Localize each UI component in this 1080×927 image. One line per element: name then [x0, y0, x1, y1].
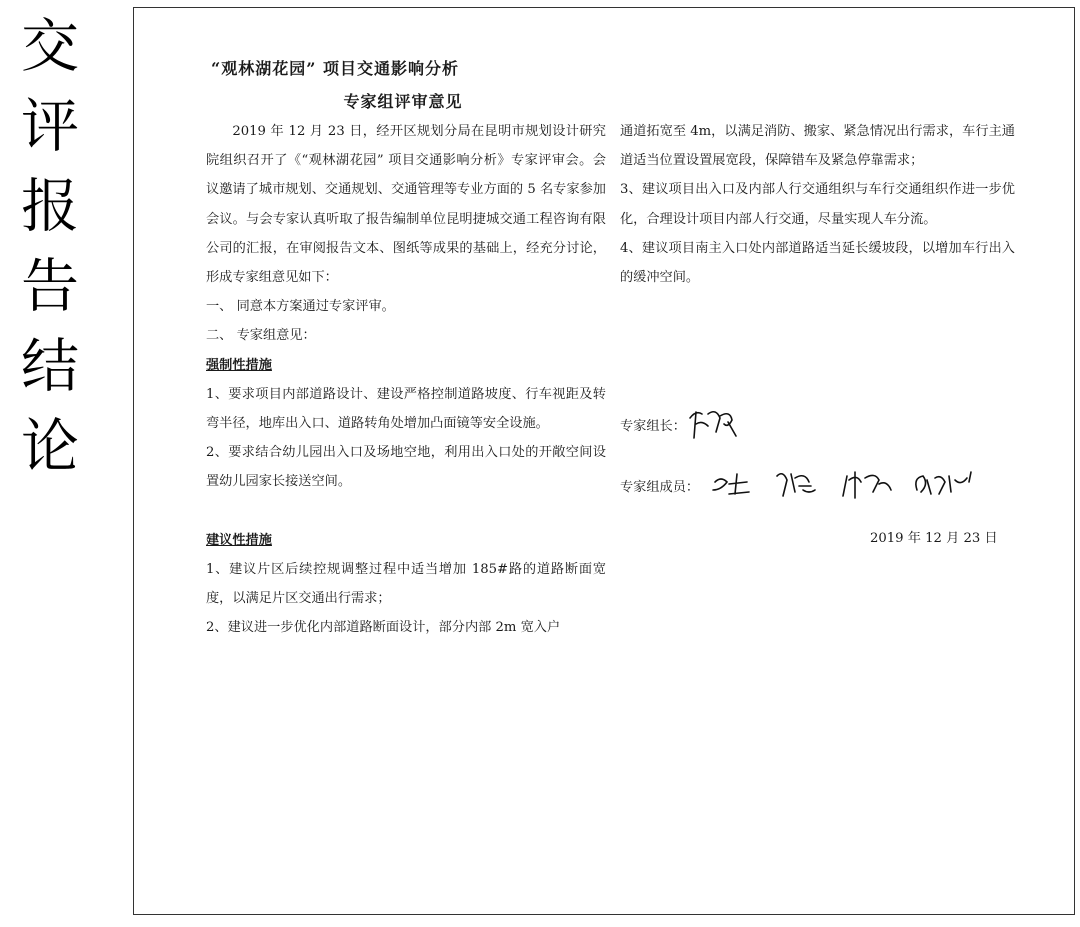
mandatory-heading: 强制性措施 [206, 357, 272, 373]
side-title [0, 6, 100, 486]
left-column [206, 117, 606, 642]
advisory-item: 1、建议片区后续控规调整过程中适当增加 185#路的道路断面宽度，以满足片区交通出行需求； [206, 561, 606, 607]
leader-signature-row [620, 404, 746, 444]
member-signatures [699, 464, 999, 506]
side-title-char: 评 [20, 92, 79, 160]
advisory-item: 3、建议项目出入口及内部人行交通组织与车行交通组织作进一步优化，合理设计项目内部人行交通，尽量实现人车分流。 [620, 182, 1015, 227]
members-signature-row [620, 464, 999, 506]
members-label: 专家组成员： [620, 479, 700, 495]
mandatory-item: 1、要求项目内部道路设计、建设严格控制道路坡度、行车视距及转弯半径，地库出入口、道路转角处增加凸面镜等安全设施。 [206, 386, 606, 432]
side-title-char: 结 [20, 332, 79, 400]
mandatory-item: 2、要求结合幼儿园出入口及场地空地，利用出入口处的开敞空间设置幼儿园家长接送空间。 [206, 445, 606, 490]
side-title-char: 告 [20, 252, 79, 320]
side-title-char: 论 [20, 412, 79, 480]
spacer [206, 497, 606, 526]
advisory-item-continued: 通道拓宽至 4m，以满足消防、搬家、紧急情况出行需求，车行主通道适当位置设置展宽段，保障错车及紧急停靠需求； [620, 124, 1015, 169]
opinion-item-1: 一、 同意本方案通过专家评审。 [206, 299, 395, 315]
opinion-item-2: 二、 专家组意见： [206, 328, 316, 344]
advisory-item: 4、建议项目南主入口处内部道路适当延长缓坡段，以增加车行出入的缓冲空间。 [620, 240, 1015, 286]
side-title-char: 交 [20, 12, 79, 80]
document-date: 2019 年 12 月 23 日 [870, 531, 998, 546]
advisory-item: 2、建议进一步优化内部道路断面设计，部分内部 2m 宽入户 [206, 620, 561, 636]
document-subtitle: 专家组评审意见 [343, 92, 463, 111]
advisory-heading: 建议性措施 [206, 532, 272, 548]
document-title: “观林湖花园” 项目交通影响分析 [211, 59, 459, 78]
side-title-char: 报 [20, 172, 79, 240]
leader-signature [686, 404, 746, 444]
right-column [620, 117, 1015, 292]
intro-paragraph: 2019 年 12 月 23 日，经开区规划分局在昆明市规划设计研究院组织召开了《“观林湖花园” 项目交通影响分析》专家评审会。会议邀请了城市规划、交通规划、交通管理等专业方面的 5 名专家参加会议。与会专家认真听取了报告编制单位昆明捷城交通工程咨询有限公司的汇报，在审阅报告文本、图纸等成果的基础上，经充分讨论，形成专家组意见如下： [206, 124, 606, 286]
leader-label: 专家组长： [620, 418, 686, 434]
